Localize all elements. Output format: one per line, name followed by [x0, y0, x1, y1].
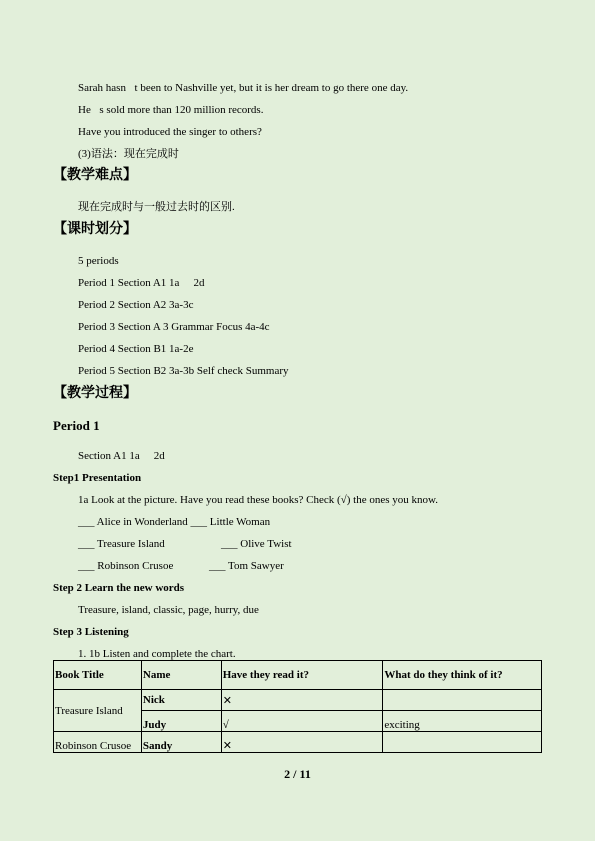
- step-title: Step 3 Listening: [53, 626, 129, 638]
- section-heading-difficulty: 【教学难点】: [53, 168, 137, 183]
- name-cell: Nick: [141, 690, 221, 711]
- table-row: [54, 732, 542, 753]
- text-line: (3)语法：现在完成时: [78, 148, 179, 160]
- book-line: ___ Treasure Island: [78, 538, 165, 550]
- table-header-cell: Have they read it?: [221, 661, 383, 690]
- opinion-cell: exciting: [383, 711, 542, 732]
- period-item: Period 3 Section A 3 Grammar Focus 4a-4c: [78, 321, 270, 333]
- book-line: ___ Tom Sawyer: [209, 560, 284, 572]
- read-cell: ✕: [221, 732, 383, 753]
- period-item: Period 2 Section A2 3a-3c: [78, 299, 194, 311]
- text-line: He s sold more than 120 million records.: [78, 104, 264, 116]
- book-line: ___ Olive Twist: [221, 538, 292, 550]
- table-header-cell: Book Title: [54, 661, 142, 690]
- text-line: Have you introduced the singer to others?: [78, 126, 262, 138]
- table-header-cell: What do they think of it?: [383, 661, 542, 690]
- opinion-cell: [383, 690, 542, 711]
- period-title: Period 1: [53, 418, 100, 433]
- section-heading-periods: 【课时划分】: [53, 222, 137, 237]
- period-item: 5 periods: [78, 255, 119, 267]
- read-cell: √: [221, 711, 383, 732]
- book-title-cell: Robinson Crusoe: [54, 732, 142, 753]
- listening-chart-table: [53, 660, 542, 753]
- period-item: Period 5 Section B2 3a-3b Self check Summary: [78, 365, 289, 377]
- name-cell: Sandy: [141, 732, 221, 753]
- table-row: [54, 690, 542, 711]
- book-line: ___ Robinson Crusoe: [78, 560, 174, 572]
- step-text: 1a Look at the picture. Have you read these books? Check (√) the ones you know.: [78, 494, 438, 506]
- book-line: ___ Alice in Wonderland ___ Little Woman: [78, 516, 271, 528]
- period-item: Period 1 Section A1 1a   2d: [78, 277, 205, 289]
- step-text: 1. 1b Listen and complete the chart.: [78, 648, 236, 660]
- text-line: Sarah hasn t been to Nashville yet, but it is her dream to go there one day.: [78, 82, 409, 94]
- step-title: Step 2 Learn the new words: [53, 582, 185, 594]
- period-item: Period 4 Section B1 1a-2e: [78, 343, 194, 355]
- read-cell: ✕: [221, 690, 383, 711]
- section-heading-process: 【教学过程】: [53, 386, 137, 401]
- page-number: 2 / 11: [284, 767, 311, 781]
- period-subtitle: Section A1 1a   2d: [78, 450, 165, 462]
- book-title-cell: Treasure Island: [54, 690, 142, 732]
- opinion-cell: [383, 732, 542, 753]
- step-title: Step1 Presentation: [53, 472, 142, 484]
- step-text: Treasure, island, classic, page, hurry, due: [78, 604, 259, 616]
- table-header-cell: Name: [141, 661, 221, 690]
- table-header-row: [54, 661, 542, 690]
- difficulty-text: 现在完成时与一般过去时的区别.: [78, 201, 235, 213]
- name-cell: Judy: [141, 711, 221, 732]
